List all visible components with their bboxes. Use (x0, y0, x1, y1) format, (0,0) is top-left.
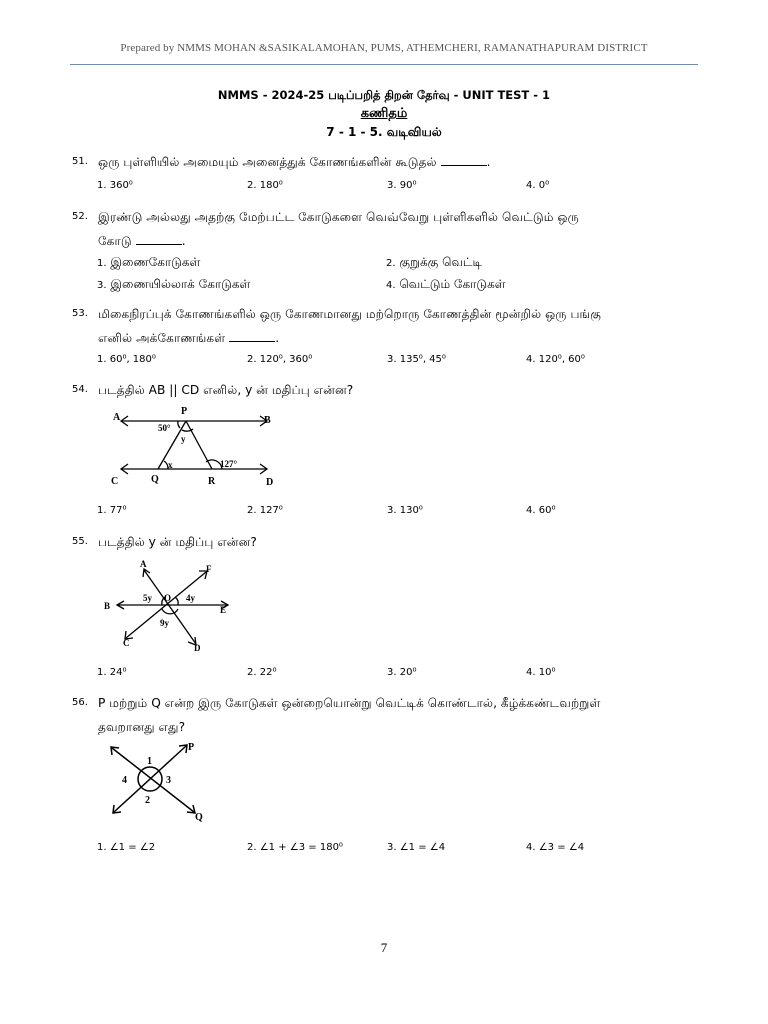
label-b: B (104, 601, 111, 611)
label-y: y (181, 434, 186, 444)
option-3: 3. 135⁰, 45⁰ (387, 354, 446, 365)
label-x: x (168, 460, 173, 470)
label-e: E (220, 605, 227, 615)
option-3: 3. இணையில்லாக் கோடுகள் (97, 277, 251, 291)
question-56 (72, 691, 698, 739)
label-d: D (266, 477, 274, 488)
option-3: 3. ∠1 = ∠4 (387, 842, 446, 853)
question-55 (72, 530, 698, 554)
test-title: NMMS - 2024-25 படிப்பறித் திறன் தேர்வு - UNIT TEST - 1 (217, 88, 551, 102)
label-r: R (208, 476, 216, 487)
label-3: 3 (166, 775, 171, 786)
question-number: 52. (72, 211, 88, 222)
question-text: படத்தில் y ன் மதிப்பு என்ன? (98, 535, 257, 549)
label-a: A (140, 559, 147, 569)
question-text-line2: தவறானது எது? (98, 720, 186, 734)
question-text-line2: கோடு (98, 234, 132, 248)
label-c: C (111, 476, 119, 487)
label-d: D (194, 643, 201, 653)
answer-blank (136, 234, 182, 245)
parallel-lines-figure (108, 402, 288, 492)
question-number: 54. (72, 384, 88, 395)
intersecting-lines-figure (104, 738, 214, 822)
question-53: 53. மிகைநிரப்புக் கோணங்களில் ஒரு கோணமானது மற்றொரு கோணத்தின் மூன்றில் ஒரு பங்கு எனில் அக்கோணங்கள் . (72, 302, 698, 350)
option-1: 1. 24⁰ (97, 667, 127, 678)
option-4: 4. 120⁰, 60⁰ (526, 354, 585, 365)
question-number: 53. (72, 308, 88, 319)
option-1: 1. 360⁰ (97, 180, 133, 191)
question-51: 51. ஒரு புள்ளியில் அமையும் அனைத்துக் கோணங்களின் கூடுதல் . (72, 150, 698, 174)
question-text: ஒரு புள்ளியில் அமையும் அனைத்துக் கோணங்களின் கூடுதல் (98, 155, 437, 169)
label-a: A (113, 412, 121, 423)
question-number: 55. (72, 536, 88, 547)
question-text: இரண்டு அல்லது அதற்கு மேற்பட்ட கோடுகளை வெவ்வேறு புள்ளிகளில் வெட்டும் ஒரு (98, 210, 579, 224)
option-3: 3. 130⁰ (387, 505, 423, 516)
option-2: 2. 120⁰, 360⁰ (247, 354, 313, 365)
question-number: 56. (72, 697, 88, 708)
question-text: P மற்றும் Q என்ற இரு கோடுகள் ஒன்றையொன்று வெட்டிக் கொண்டால், கீழ்க்கண்டவற்றுள் (98, 696, 601, 710)
option-1: 1. 77⁰ (97, 505, 127, 516)
option-2: 2. 180⁰ (247, 180, 283, 191)
label-2: 2 (145, 795, 150, 806)
question-52: 52. இரண்டு அல்லது அதற்கு மேற்பட்ட கோடுகளை வெவ்வேறு புள்ளிகளில் வெட்டும் ஒரு கோடு . (72, 205, 698, 253)
label-p: P (188, 742, 195, 753)
question-text: மிகைநிரப்புக் கோணங்களில் ஒரு கோணமானது மற்றொரு கோணத்தின் மூன்றில் ஒரு பங்கு (98, 307, 601, 321)
label-9y: 9y (160, 618, 169, 628)
subject-title (0, 106, 768, 122)
option-4: 4. 60⁰ (526, 505, 556, 516)
subject-label: கணிதம் (360, 106, 408, 121)
option-4: 4. ∠3 = ∠4 (526, 842, 585, 853)
label-b: B (264, 415, 271, 426)
label-o: O (164, 593, 172, 603)
concurrent-lines-figure (100, 558, 240, 654)
label-p: P (181, 406, 188, 417)
label-4y: 4y (186, 593, 195, 603)
label-1: 1 (147, 756, 152, 767)
option-1: 1. ∠1 = ∠2 (97, 842, 156, 853)
label-127deg: 127° (220, 459, 238, 469)
question-54 (72, 378, 698, 402)
option-1: 1. 60⁰, 180⁰ (97, 354, 156, 365)
option-1: 1. இணைகோடுகள் (97, 255, 201, 269)
page-number: 7 (380, 940, 388, 955)
label-q: Q (151, 474, 159, 485)
option-4: 4. 10⁰ (526, 667, 556, 678)
option-3: 3. 90⁰ (387, 180, 417, 191)
option-4: 4. வெட்டும் கோடுகள் (386, 277, 506, 291)
option-4: 4. 0⁰ (526, 180, 550, 191)
question-text: படத்தில் AB || CD எனில், y ன் மதிப்பு என்ன? (98, 383, 354, 397)
question-number: 51. (72, 156, 88, 167)
label-50deg: 50° (158, 423, 171, 433)
label-f: F (206, 564, 212, 574)
option-2: 2. 127⁰ (247, 505, 283, 516)
option-3: 3. 20⁰ (387, 667, 417, 678)
header-divider (70, 64, 698, 65)
label-4: 4 (122, 775, 127, 786)
document-header: Prepared by NMMS MOHAN &SASIKALAMOHAN, PUMS, ATHEMCHERI, RAMANATHAPURAM DISTRICT (120, 42, 648, 54)
label-5y: 5y (143, 593, 152, 603)
label-q: Q (195, 812, 203, 822)
answer-blank (229, 331, 275, 342)
question-text-line2: எனில் அக்கோணங்கள் (98, 331, 226, 345)
option-2: 2. குறுக்கு வெட்டி (386, 255, 483, 269)
option-2: 2. ∠1 + ∠3 = 180⁰ (247, 842, 343, 853)
option-2: 2. 22⁰ (247, 667, 277, 678)
answer-blank (441, 155, 487, 166)
unit-title: 7 - 1 - 5. வடிவியல் (326, 125, 442, 139)
label-c: C (123, 638, 130, 648)
